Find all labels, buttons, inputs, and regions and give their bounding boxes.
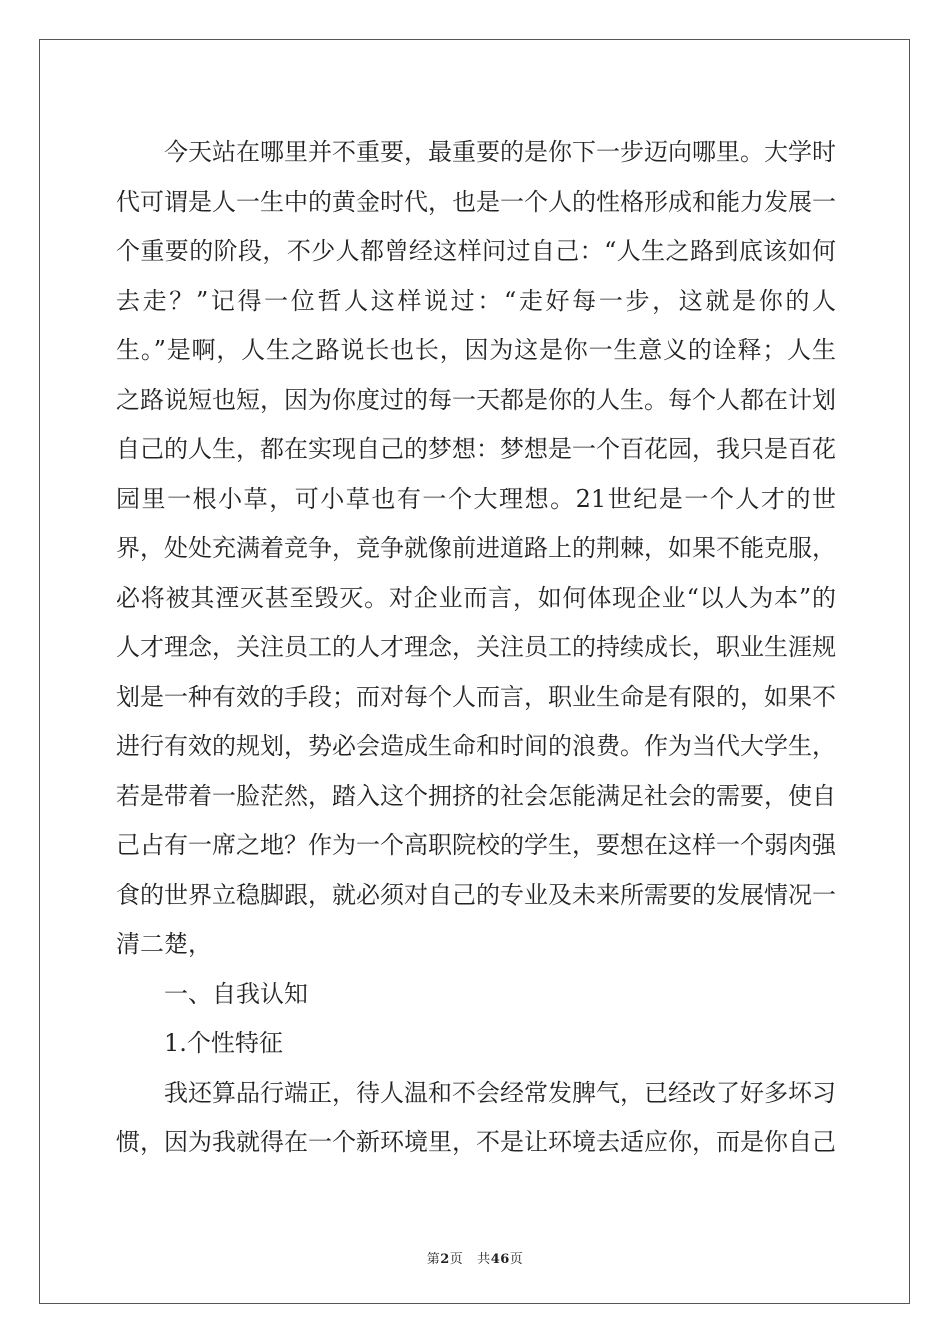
intro-paragraph: 今天站在哪里并不重要，最重要的是你下一步迈向哪里。大学时代可谓是人一生中的黄金时代，也是一个人的性格形成和能力发展一个重要的阶段，不少人都曾经这样问过自己：“人生之路到底该如何去走？”记得一位哲人这样说过：“走好每一步，这就是你的人生。”是啊，人生之路说长也长，因为这是你一生意义的诠释；人生之路说短也短，因为你度过的每一天都是你的人生。每个人都在计划自己的人生，都在实现自己的梦想：梦想是一个百花园，我只是百花园里一根小草，可小草也有一个大理想。21世纪是一个人才的世界，处处充满着竞争，竞争就像前进道路上的荆棘，如果不能克服，必将被其湮灭甚至毁灭。对企业而言，如何体现企业“以人为本”的人才理念，关注员工的人才理念，关注员工的持续成长，职业生涯规划是一种有效的手段；而对每个人而言，职业生命是有限的，如果不进行有效的规划，势必会造成生命和时间的浪费。作为当代大学生，若是带着一脸茫然，踏入这个拥挤的社会怎能满足社会的需要，使自己占有一席之地？作为一个高职院校的学生，要想在这样一个弱肉强食的世界立稳脚跟，就必须对自己的专业及未来所需要的发展情况一清二楚， — [116, 138, 836, 958]
footer-prefix: 第 — [426, 1252, 441, 1267]
section-heading-self-awareness: 一、自我认知 — [164, 979, 308, 1008]
current-page-number: 2 — [440, 1252, 450, 1267]
personality-paragraph: 我还算品行端正，待人温和不会经常发脾气，已经改了好多坏习惯，因为我就得在一个新环境里，不是让环境去适应你，而是你自己 — [116, 1078, 836, 1156]
footer-page-suffix: 页 — [449, 1252, 464, 1267]
document-body — [116, 128, 836, 1168]
total-page-count: 46 — [490, 1252, 510, 1267]
footer-total-suffix: 页 — [509, 1252, 524, 1267]
subsection-heading-personality: 1.个性特征 — [164, 1029, 283, 1057]
page-footer — [0, 1248, 950, 1267]
footer-total-prefix: 共 — [477, 1252, 491, 1267]
